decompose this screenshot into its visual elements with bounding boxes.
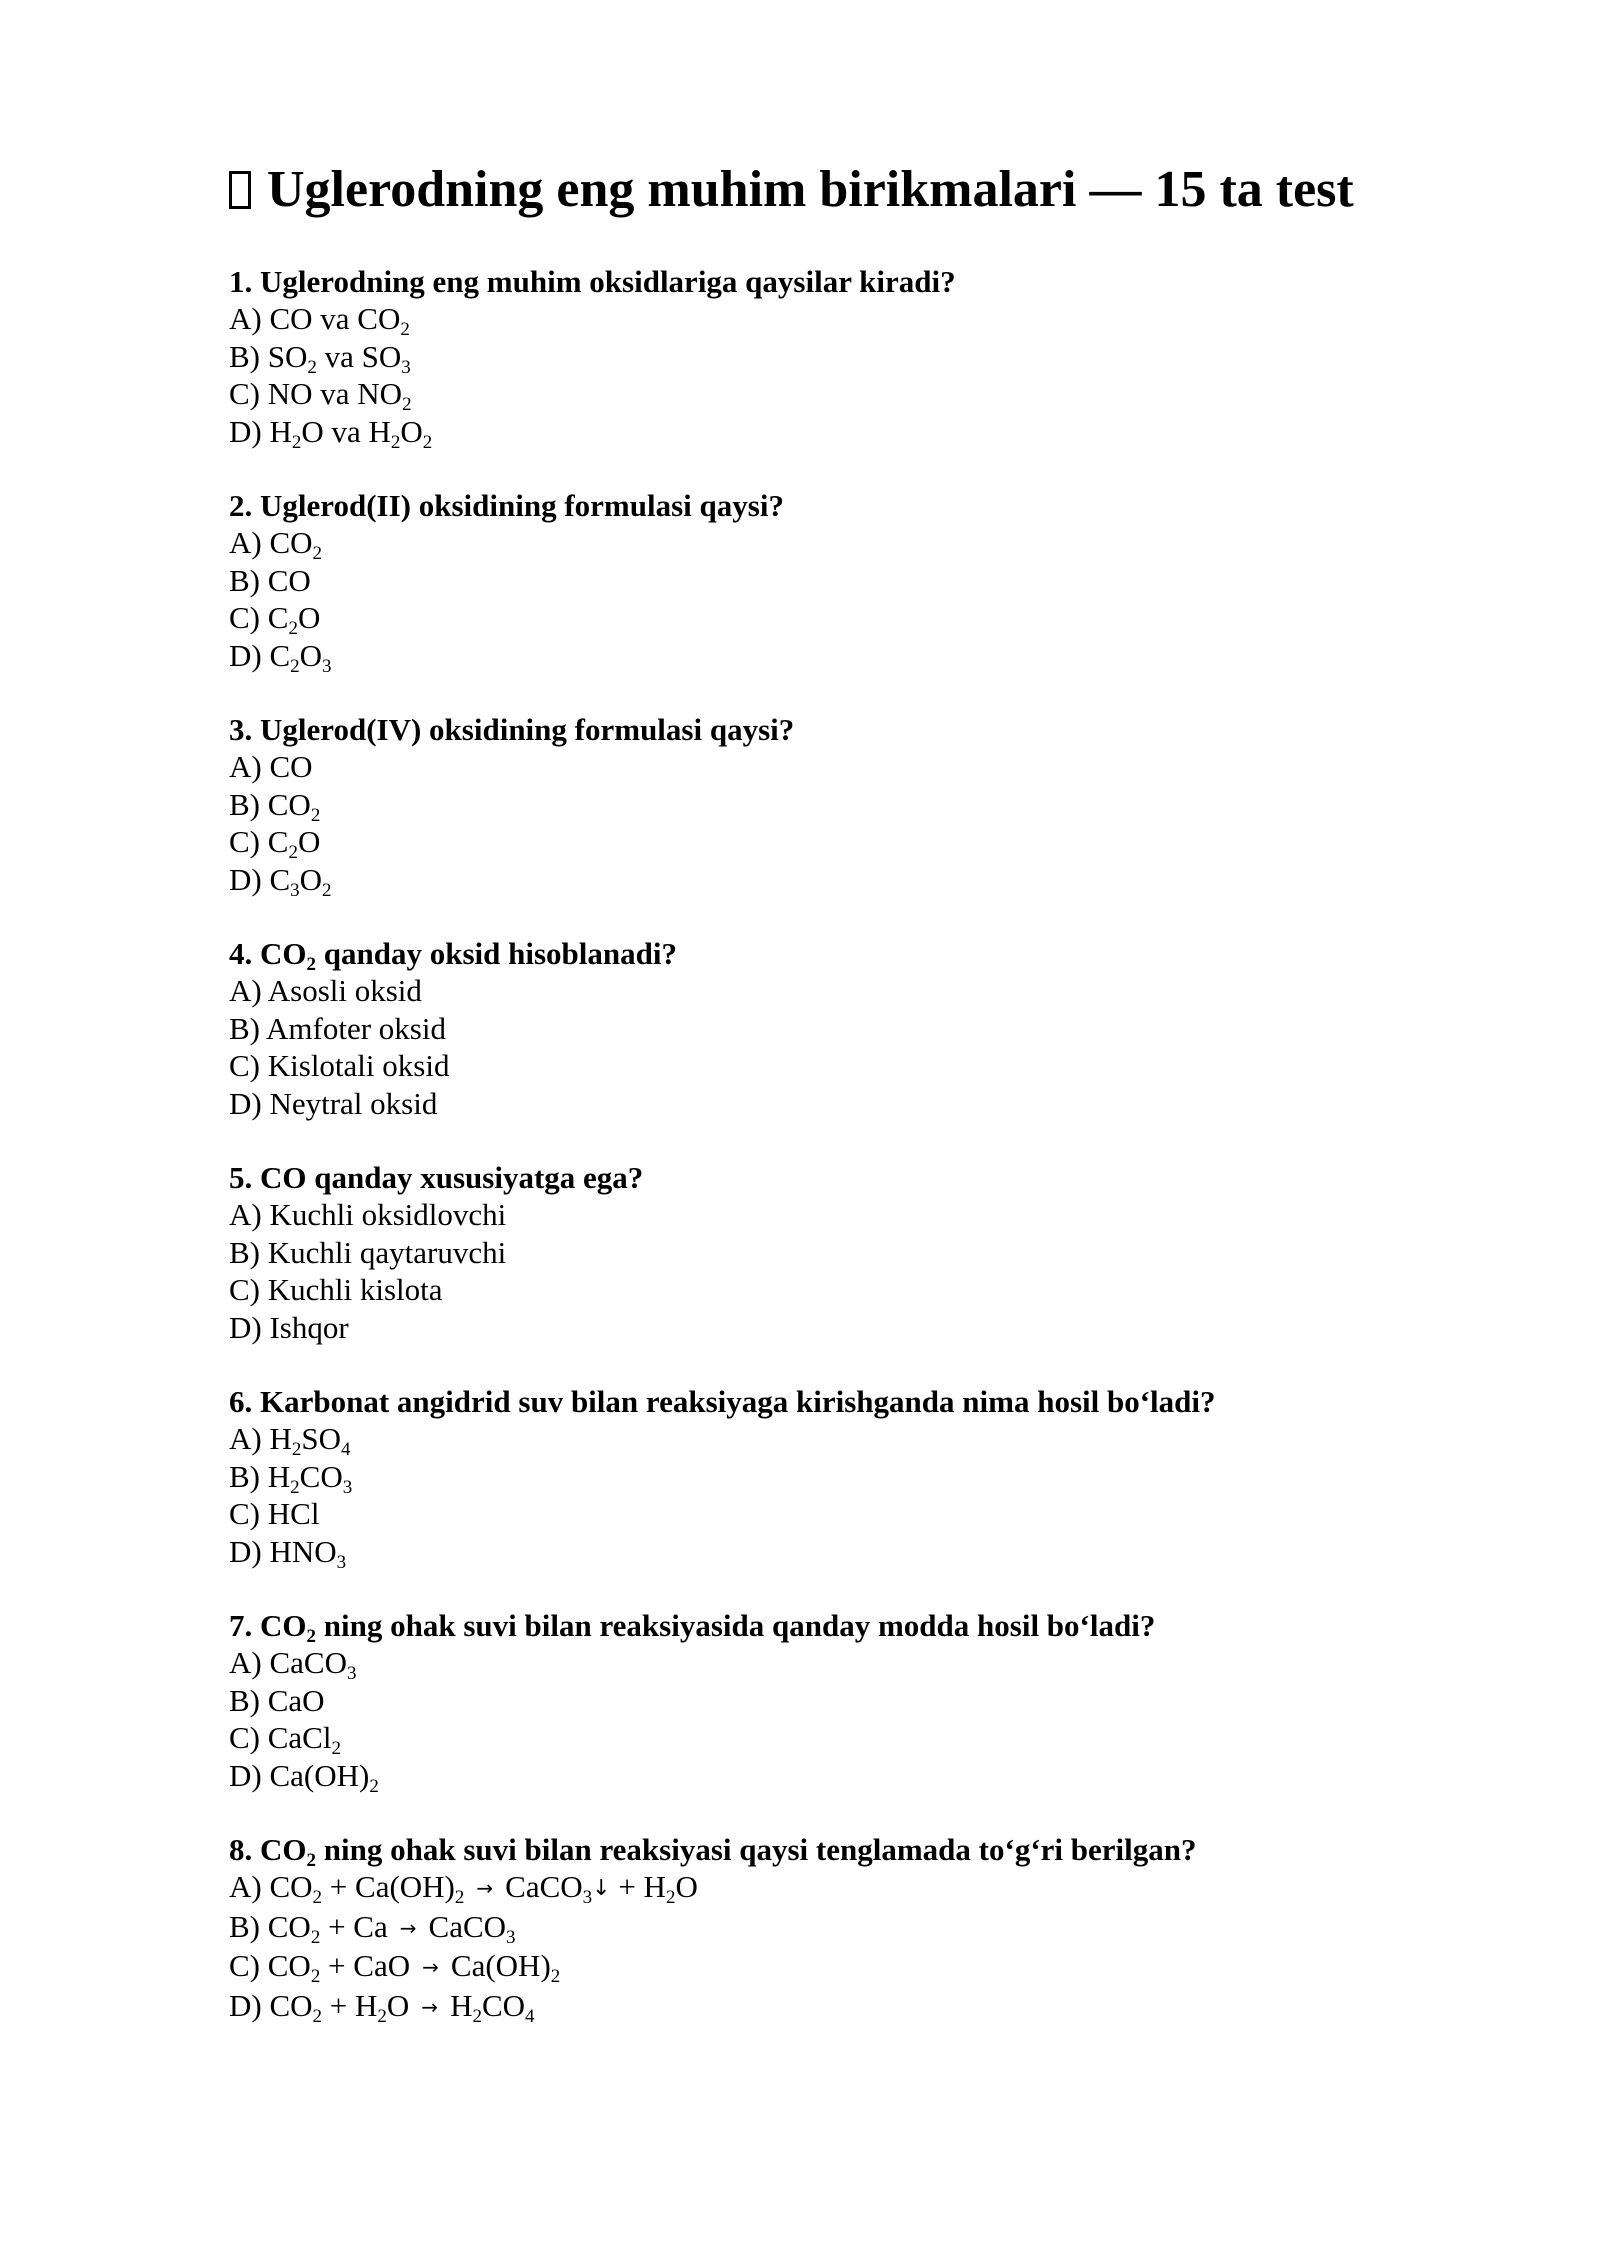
answer-option-c: C) $CO_2$ + CaO → $Ca(OH)_2$	[229, 1948, 561, 1987]
answer-option-b: B) $H_2CO_3$	[229, 1458, 353, 1498]
answer-option-d: D) $HNO_3$	[229, 1533, 347, 1573]
answer-option-c: C) Kislotali oksid	[229, 1048, 450, 1083]
question-text: 2. Uglerod(II) oksidining formulasi qaysi?	[229, 488, 784, 523]
answer-option-b: B) CaO	[229, 1682, 325, 1718]
question-text: 3. Uglerod(IV) oksidining formulasi qaysi?	[229, 712, 795, 747]
document-page	[229, 150, 1459, 2063]
answer-option-b: B) CO	[229, 562, 311, 598]
answer-option-a: A) $CO_2 + Ca(OH)_2$ → CaCO$_3$↓ + $H_2O$	[229, 1869, 698, 1908]
question-text: 7. $CO_2$ ning ohak suvi bilan reaksiyasida qanday modda hosil bo‘ladi?	[229, 1608, 1156, 1647]
answer-option-a: A) $CO_2$	[229, 525, 323, 564]
answer-option-b: B) $CO_2 + Ca$ → CaCO$_3$	[229, 1908, 516, 1948]
missing-glyph-box-icon	[229, 171, 251, 209]
answer-option-a: A) CO va $CO_2$	[229, 301, 410, 340]
answer-option-a: A) Kuchli oksidlovchi	[229, 1197, 507, 1232]
document-title: Uglerodning eng muhim birikmalari — 15 ta test	[267, 161, 1354, 218]
answer-option-c: C) HCl	[229, 1496, 320, 1531]
question-text: 8. $CO_2$ ning ohak suvi bilan reaksiyasi qaysi tenglamada to‘g‘ri berilgan?	[229, 1832, 1197, 1871]
question-3	[229, 711, 1459, 901]
answer-option-d: D) $C_2O_3$	[229, 637, 332, 677]
document-title-row	[229, 150, 1459, 230]
question-5	[229, 1159, 1459, 1346]
answer-option-d: D) $C_3O_2$	[229, 861, 332, 901]
answer-option-d: D) $Ca(OH)_2$	[229, 1757, 379, 1797]
answer-option-c: C) $C_2O$	[229, 824, 321, 863]
question-list	[229, 263, 1459, 2026]
question-6	[229, 1383, 1459, 1573]
question-text: 1. Uglerodning eng muhim oksidlariga qaysilar kiradi?	[229, 264, 956, 299]
question-8	[229, 1831, 1459, 2026]
question-7	[229, 1607, 1459, 1797]
answer-option-a: A) Asosli oksid	[229, 973, 422, 1008]
question-4	[229, 935, 1459, 1122]
answer-option-c: C) $C_2O$	[229, 600, 321, 639]
question-1	[229, 263, 1459, 453]
answer-option-b: B) Kuchli qaytaruvchi	[229, 1234, 507, 1270]
answer-option-b: B) Amfoter oksid	[229, 1010, 446, 1046]
answer-option-d: D) $CO_2 + H_2O \to H_2CO_4$	[229, 1987, 535, 2027]
question-text: 4. $CO_2$ qanday oksid hisoblanadi?	[229, 936, 677, 975]
answer-option-d: D) Neytral oksid	[229, 1085, 438, 1121]
answer-option-b: B) $SO_2$ va $SO_3$	[229, 338, 411, 378]
answer-option-a: A) $H_2SO_4$	[229, 1421, 351, 1460]
question-2	[229, 487, 1459, 677]
question-text: 5. CO qanday xususiyatga ega?	[229, 1160, 644, 1195]
answer-option-b: B) $CO_2$	[229, 786, 321, 826]
answer-option-d: D) Ishqor	[229, 1309, 349, 1345]
answer-option-d: D) $H_2O$ va $H_2O_2$	[229, 413, 433, 453]
question-text: 6. Karbonat angidrid suv bilan reaksiyaga kirishganda nima hosil bo‘ladi?	[229, 1384, 1216, 1419]
answer-option-a: A) CaCO$_3$	[229, 1645, 357, 1684]
answer-option-c: C) CaCl$_2$	[229, 1720, 341, 1759]
answer-option-a: A) CO	[229, 749, 313, 784]
answer-option-c: C) Kuchli kislota	[229, 1272, 443, 1307]
answer-option-c: C) NO va $NO_2$	[229, 376, 412, 415]
